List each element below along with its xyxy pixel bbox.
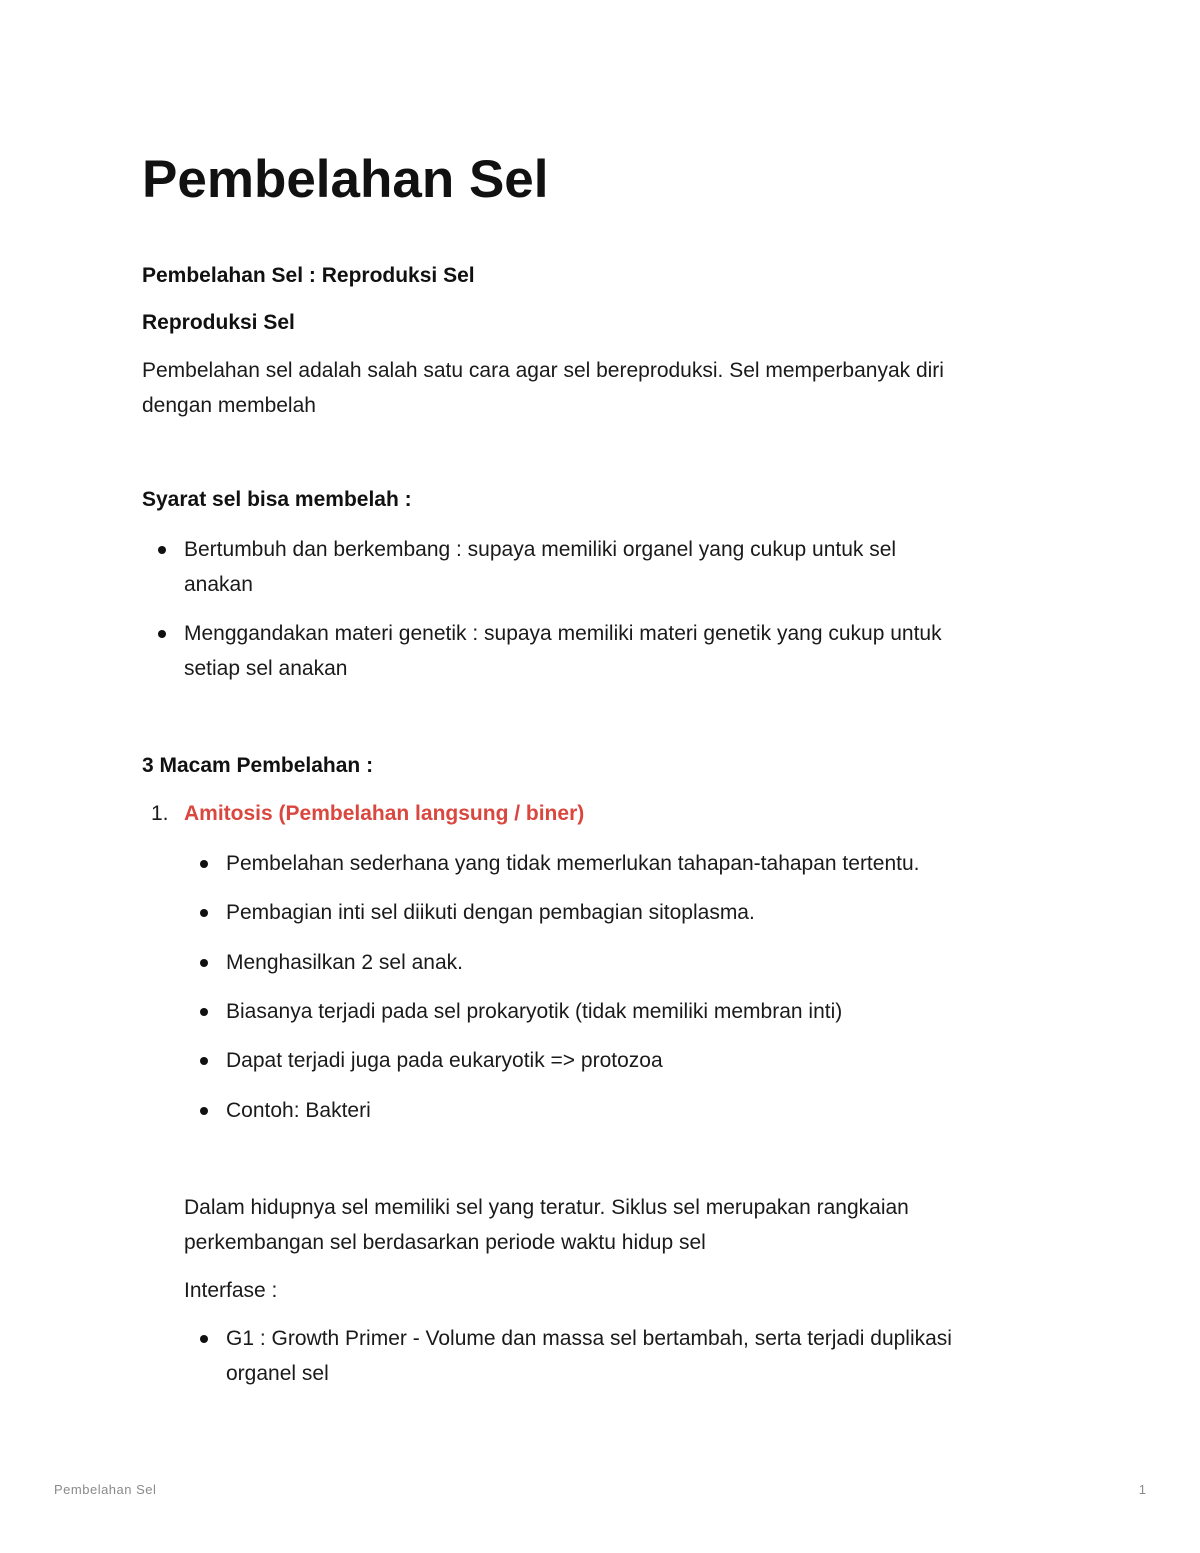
syarat-item-line-1: Bertumbuh dan berkembang : supaya memiliki organel yang cukup untuk sel (184, 538, 897, 561)
bullet-icon (158, 630, 166, 638)
bullet-icon (200, 1057, 208, 1065)
bullet-icon (200, 860, 208, 868)
reproduksi-paragraph-line-2: dengan membelah (142, 394, 316, 417)
amitosis-label: Amitosis (Pembelahan langsung / biner) (184, 802, 585, 825)
interfase-label: Interfase : (184, 1279, 278, 1302)
footer-page-number: 1 (1138, 1482, 1146, 1497)
interfase-list-item (226, 1321, 952, 1391)
reproduksi-heading: Reproduksi Sel (142, 311, 295, 334)
syarat-item-line-1: Menggandakan materi genetik : supaya memiliki materi genetik yang cukup untuk (184, 622, 942, 645)
sub-item-text: Pembagian inti sel diikuti dengan pembagian sitoplasma. (226, 901, 755, 924)
macam-heading: 3 Macam Pembelahan : (142, 754, 374, 777)
amitosis-sub-item (226, 945, 463, 980)
bullet-icon (200, 1335, 208, 1343)
interfase-item-line-2: organel sel (226, 1362, 329, 1385)
amitosis-sub-item (226, 1043, 663, 1078)
sub-item-text: Menghasilkan 2 sel anak. (226, 951, 463, 974)
syarat-list-item (184, 616, 942, 686)
sub-item-text: Pembelahan sederhana yang tidak memerlukan tahapan-tahapan tertentu. (226, 852, 920, 875)
syarat-item-line-2: setiap sel anakan (184, 657, 348, 680)
bullet-icon (200, 959, 208, 967)
reproduksi-paragraph-line-1: Pembelahan sel adalah salah satu cara agar sel bereproduksi. Sel memperbanyak diri (142, 359, 944, 382)
sub-item-text: Biasanya terjadi pada sel prokaryotik (tidak memiliki membran inti) (226, 1000, 843, 1023)
bullet-icon (158, 546, 166, 554)
bullet-icon (200, 1107, 208, 1115)
amitosis-sub-item (226, 1093, 371, 1128)
subtitle: Pembelahan Sel : Reproduksi Sel (142, 264, 475, 287)
amitosis-sub-item (226, 895, 755, 930)
footer-doc-name: Pembelahan Sel (54, 1482, 157, 1497)
list-number: 1. (151, 802, 169, 825)
sub-item-text: Contoh: Bakteri (226, 1099, 371, 1122)
page-title: Pembelahan Sel (142, 150, 549, 209)
syarat-heading: Syarat sel bisa membelah : (142, 488, 412, 511)
siklus-paragraph-line-1: Dalam hidupnya sel memiliki sel yang teratur. Siklus sel merupakan rangkaian (184, 1196, 909, 1219)
syarat-item-line-2: anakan (184, 573, 253, 596)
amitosis-sub-item (226, 846, 919, 881)
siklus-paragraph-line-2: perkembangan sel berdasarkan periode waktu hidup sel (184, 1231, 706, 1254)
sub-item-text: Dapat terjadi juga pada eukaryotik => protozoa (226, 1049, 663, 1072)
bullet-icon (200, 909, 208, 917)
syarat-list-item (184, 532, 896, 602)
amitosis-sub-item (226, 994, 842, 1029)
interfase-item-line-1: G1 : Growth Primer - Volume dan massa sel bertambah, serta terjadi duplikasi (226, 1327, 952, 1350)
bullet-icon (200, 1008, 208, 1016)
